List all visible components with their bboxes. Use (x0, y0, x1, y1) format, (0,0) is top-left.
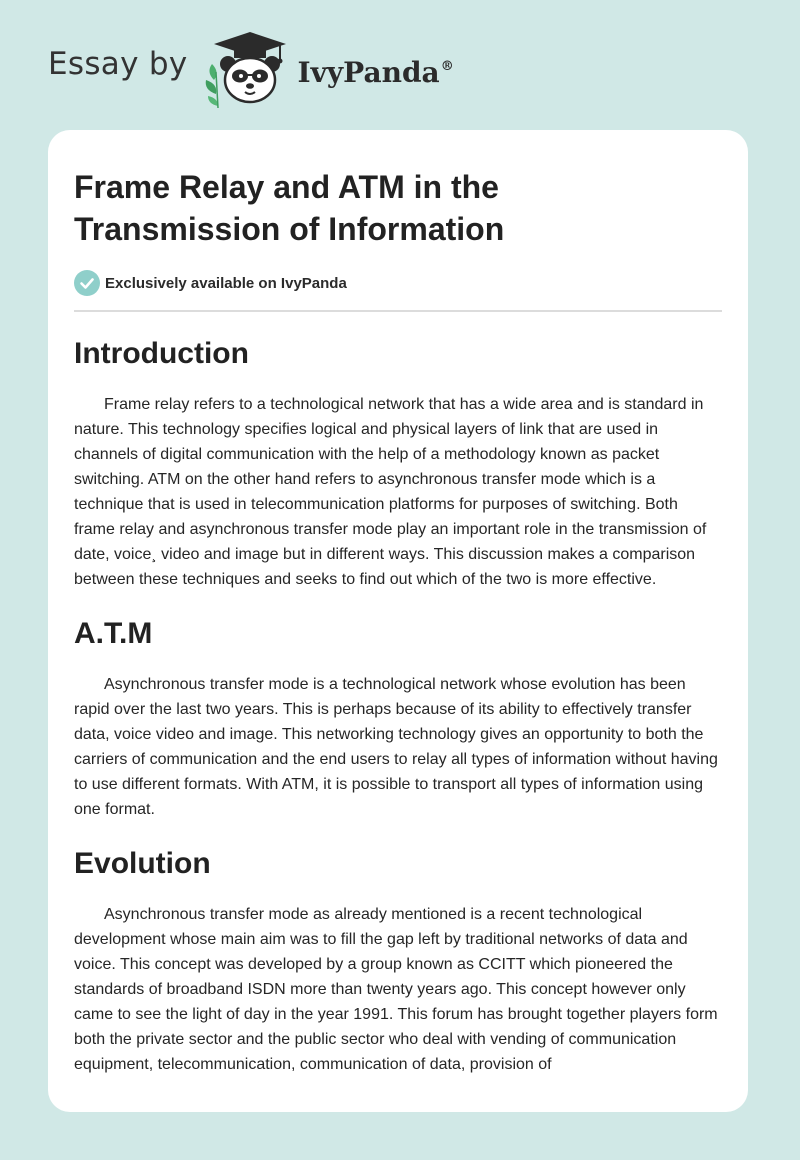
article-card (48, 130, 748, 1112)
section-heading: A.T.M (74, 617, 153, 650)
exclusive-badge (74, 270, 722, 312)
section-paragraph: Asynchronous transfer mode as already mentioned is a recent technological development whose main aim was to fill the gap left by traditional networks of data and voice. This concept was developed by a group known as CCITT which pioneered the standards of broadband ISDN more than twenty years ago. This concept however only came to see the light of day in the year 1991. This forum has brought together players form both the private sector and the public sector who deal with vending of communication equipment, telecommunication, communication of data, provision of (74, 906, 718, 1073)
exclusive-badge-label: Exclusively available on IvyPanda (105, 274, 347, 292)
section-paragraph: Asynchronous transfer mode is a technological network whose evolution has been rapid over the last two years. This is perhaps because of its ability to effectively transfer data, voice video and image. This networking technology gives an opportunity to both the carriers of communication and the end users to relay all types of information without having to use different formats. With ATM, it is possible to transport all types of information using one format. (74, 676, 718, 818)
check-circle-icon (74, 270, 100, 296)
article-title: Frame Relay and ATM in the Transmission of Information (74, 169, 505, 247)
section-heading: Evolution (74, 847, 211, 880)
section-evolution (74, 846, 722, 1077)
registered-mark: ® (440, 58, 454, 74)
essay-by-label: Essay by (48, 46, 188, 82)
section-paragraph: Frame relay refers to a technological network that has a wide area and is standard in nature. This technology specifies logical and physical layers of link that are used in channels of digital communication with the help of a methodology known as packet switching. ATM on the other hand refers to asynchronous transfer mode which is a technique that is used in telecommunication platforms for purposes of switching. Both frame relay and asynchronous transfer mode play an important role in the transmission of date, voice¸ video and image but in different ways. This discussion makes a comparison between these techniques and seeks to find out which of the two is more effective. (74, 396, 707, 588)
section-introduction (74, 336, 722, 592)
brand-name[interactable] (298, 56, 454, 89)
brand-name-text: IvyPanda (297, 55, 440, 89)
site-header (48, 30, 454, 110)
panda-logo-icon[interactable] (202, 30, 294, 110)
section-atm (74, 616, 722, 822)
section-heading: Introduction (74, 337, 249, 370)
